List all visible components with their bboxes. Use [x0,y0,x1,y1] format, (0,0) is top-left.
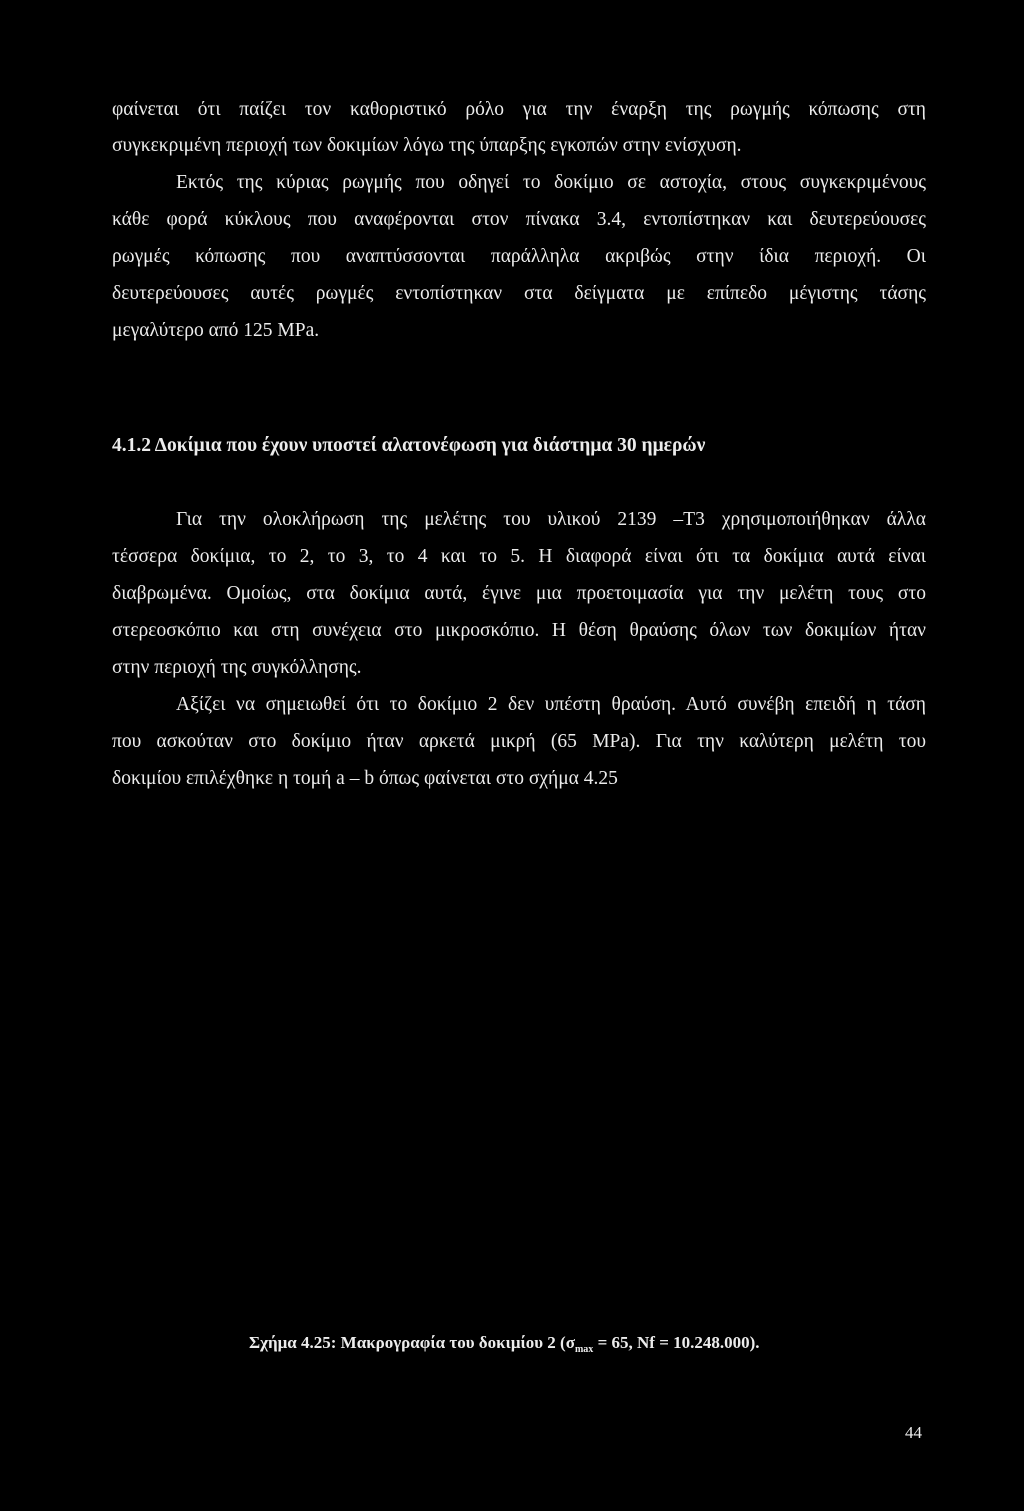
paragraph-line: Εκτός της κύριας ρωγμής που οδηγεί το δοκίμιο σε αστοχία, στους συγκεκριμένους [176,172,926,193]
paragraph-line: ρωγμές κόπωσης που αναπτύσσονται παράλληλα ακριβώς στην ίδια περιοχή. Οι [112,246,926,267]
figure-caption-subscript: max [574,1344,594,1355]
paragraph-line: μεγαλύτερο από 125 MPa. [112,320,320,341]
section-heading: 4.1.2 Δοκίμια που έχουν υποστεί αλατονέφωση για διάστημα 30 ημερών [112,435,706,456]
paragraph-line: κάθε φορά κύκλους που αναφέρονται στον πίνακα 3.4, εντοπίστηκαν και δευτερεύουσες [112,209,926,230]
paragraph-line: στερεοσκόπιο και στη συνέχεια στο μικροσκόπιο. Η θέση θραύσης όλων των δοκιμίων ήταν [112,620,926,641]
paragraph-line: τέσσερα δοκίμια, το 2, το 3, το 4 και το 5. Η διαφορά είναι ότι τα δοκίμια αυτά είναι [112,546,926,567]
paragraph-line: που ασκούταν στο δοκίμιο ήταν αρκετά μικρή (65 MPa). Για την καλύτερη μελέτη του [112,731,926,752]
paragraph-line: Για την ολοκλήρωση της μελέτης του υλικού 2139 –T3 χρησιμοποιήθηκαν άλλα [176,509,926,530]
page-number: 44 [905,1423,922,1442]
paragraph-line: δευτερεύουσες αυτές ρωγμές εντοπίστηκαν στα δείγματα με επίπεδο μέγιστης τάσης [112,283,926,304]
paragraph-line: διαβρωμένα. Ομοίως, στα δοκίμια αυτά, έγινε μια προετοιμασία για την μελέτη τους στο [112,583,926,604]
paragraph-line: στην περιοχή της συγκόλλησης. [112,657,362,678]
figure-caption-prefix: Σχήμα 4.25: Μακρογραφία του δοκιμίου 2 (σ [249,1333,575,1352]
paragraph-line: φαίνεται ότι παίζει τον καθοριστικό ρόλο για την έναρξη της ρωγμής κόπωσης στη [112,99,926,120]
paragraph-line: δοκιμίου επιλέχθηκε η τομή a – b όπως φαίνεται στο σχήμα 4.25 [112,768,618,789]
figure-caption-suffix: = 65, Nf = 10.248.000). [593,1333,760,1352]
paragraph-line: Αξίζει να σημειωθεί ότι το δοκίμιο 2 δεν υπέστη θραύση. Αυτό συνέβη επειδή η τάση [176,694,926,715]
figure-caption [249,1332,760,1361]
paragraph-line: συγκεκριμένη περιοχή των δοκιμίων λόγω της ύπαρξης εγκοπών στην ενίσχυση. [112,135,742,156]
